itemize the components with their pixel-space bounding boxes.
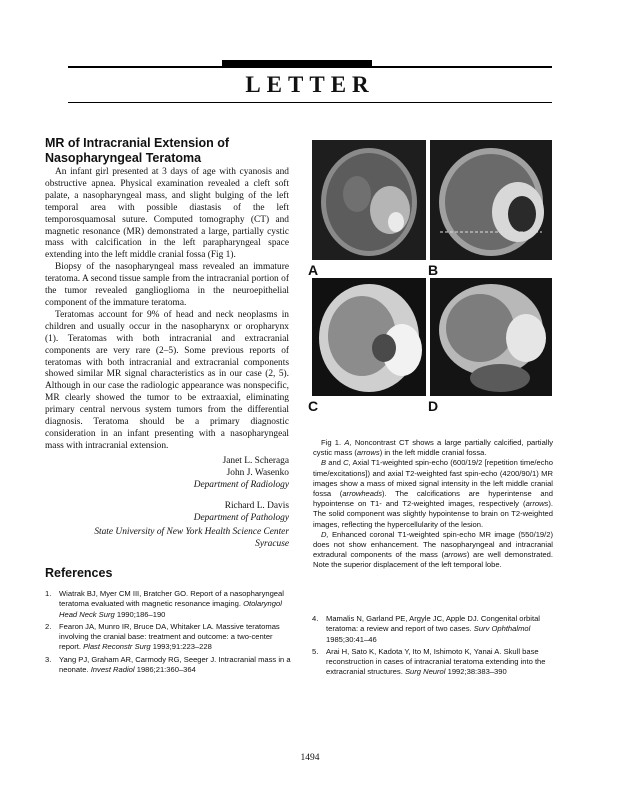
caption-arrows: arrows	[525, 499, 549, 509]
reference-text: Mamalis N, Garland PE, Argyle JC, Apple DJ. Congenital orbital teratoma: a review and report of two cases.	[326, 614, 540, 634]
article-title	[45, 136, 285, 166]
reference-number: 5.	[312, 646, 319, 656]
section-title: LETTER	[245, 72, 375, 97]
paragraph: Teratomas account for 9% of head and neck neoplasms in children and usually occur in the nasopharynx or oropharynx (1). Teratomas with both intracranial and extracranial components are very rare (2–5). Some previous reports of teratomas with both intracranial and extracranial components showed similar MR signal characteristics as in our case (2, 5). Although in our case the radiologic appearance was nonspecific, MR clearly showed the tumor to be extraaxial, eliminating primary central nervous system tumors from the differential diagnosis. Teratoma should be a primary diagnostic consideration in an infant presenting with a nasopharyngeal mass with intracranial extension.	[45, 309, 289, 451]
caption-fig-number: Fig 1.	[321, 438, 345, 447]
author-block-radiology	[45, 455, 289, 491]
reference-item	[312, 614, 554, 645]
caption-arrows: arrows	[356, 448, 380, 458]
reference-citation: 1985;30:41–46	[326, 634, 377, 644]
reference-journal: Surg Neurol	[404, 667, 446, 677]
caption-text: ) in the left middle cranial fossa.	[379, 448, 487, 458]
reference-text: Wiatrak BJ, Myer CM III, Bratcher GO. Report of a nasopharyngeal teratoma evaluated with magnetic resonance imaging.	[59, 589, 284, 609]
author-name: Richard L. Davis	[224, 501, 289, 511]
article-body	[45, 167, 289, 453]
reference-item	[312, 647, 554, 678]
reference-journal: Plast Reconstr Surg	[83, 642, 151, 652]
reference-text: Arai H, Sato K, Kadota Y, Ito M, Ishimoto K, Yanai A. Skull base reconstruction in cases of intracranial teratoma extending into the extracranial structures.	[326, 646, 546, 677]
caption-panel-c: C,	[343, 458, 351, 468]
caption-text: Axial T1-weighted spin-echo (600/19/2 [repetition time/echo time/excitations]) and axial T2-weighted fast spin-echo (4200/90/1) MR images show a mass of mixed signal intensity in the left middle cranial fossa (	[313, 458, 553, 499]
figure-caption	[313, 438, 553, 571]
figure-label-c: C	[308, 398, 319, 414]
caption-panel-b: B	[321, 458, 327, 468]
caption-paragraph	[313, 530, 553, 571]
reference-journal: Surv Ophthalmol	[473, 624, 531, 634]
caption-text: and	[326, 458, 344, 468]
reference-text: Yang PJ, Graham AR, Carmody RG, Seeger J. Intracranial mass in a neonate.	[59, 654, 291, 675]
reference-item	[45, 655, 291, 676]
reference-number: 1.	[45, 589, 52, 598]
references-heading: References	[45, 566, 113, 580]
article-title-line1: MR of Intracranial Extension of	[45, 136, 230, 150]
caption-text: ). The calcifications are hyperintense and hypointense on T1- and T2-weighted images, respectively (	[313, 489, 553, 509]
reference-text: Fearon JA, Munro IR, Bruce DA, Whitaker LA. Massive teratomas involving the cranial base: treatment and outcome: a two-center report.	[59, 621, 280, 652]
reference-item	[45, 589, 291, 620]
paragraph: An infant girl presented at 3 days of age with cyanosis and obstructive apnea. Physical examination revealed a cleft soft palate, a nasopharyngeal mass, and slight bulging of the left temporal area with possible diastasis of the left temporosquamosal suture. Computed tomography (CT) and magnetic resonance (MR) demonstrated a large, partially cystic mass with calcification in the left parapharyngeal space extending into the left middle cranial fossa (Fig 1).	[45, 167, 289, 261]
caption-arrows: arrows	[444, 550, 467, 560]
references-list-right	[312, 614, 554, 680]
caption-text: ). The solid component was slightly hypointense to brain on T2-weighted images, reflecting the hypercellularity of the lesion.	[313, 499, 553, 529]
figure-label-b: B	[428, 262, 439, 278]
figure-label-a: A	[308, 262, 319, 278]
caption-panel-a: A,	[344, 438, 352, 447]
figure-1b-image	[430, 140, 552, 260]
reference-journal: Otolaryngol Head Neck Surg	[59, 599, 282, 619]
figure-1a-image	[312, 140, 426, 260]
mr-t1-graphic	[430, 140, 552, 260]
mr-coronal-graphic	[430, 278, 552, 396]
caption-paragraph	[313, 458, 553, 529]
ct-scan-graphic	[312, 140, 426, 260]
author-department: Department of Radiology	[193, 480, 289, 490]
author-department: Department of Pathology	[193, 513, 289, 523]
reference-journal: Invest Radiol	[90, 665, 135, 675]
header-rule	[68, 66, 552, 68]
mr-t2-graphic	[312, 278, 426, 396]
caption-text: Enhanced coronal T1-weighted spin-echo MR image (550/19/2) does not show enhancement. The nasopharyngeal and intracranial extradural components of the mass (	[313, 529, 553, 560]
reference-citation: 1986;21:360–364	[136, 665, 196, 675]
reference-citation: 1993;91:223–228	[152, 642, 212, 652]
figure-1c-image	[312, 278, 426, 396]
reference-citation: 1992;38:383–390	[447, 667, 507, 677]
reference-number: 4.	[312, 614, 319, 623]
institution: State University of New York Health Science Center	[94, 527, 289, 537]
figure-1d-image	[430, 278, 552, 396]
reference-citation: 1990;186–190	[116, 609, 166, 619]
article-title-line2: Nasopharyngeal Teratoma	[45, 151, 202, 165]
header-rule-bottom	[68, 102, 552, 103]
institution-city: Syracuse	[255, 539, 289, 549]
reference-number: 3.	[45, 654, 52, 664]
author-name: John J. Wasenko	[226, 468, 289, 478]
author-block-pathology	[45, 500, 289, 524]
caption-arrowheads: arrowheads	[342, 489, 383, 499]
references-list-left	[45, 589, 291, 677]
caption-text: ) are well demonstrated. Note the superior displacement of the left temporal lobe.	[313, 550, 553, 570]
author-name: Janet L. Scheraga	[222, 456, 289, 466]
paragraph: Biopsy of the nasopharyngeal mass revealed an immature teratoma. A second tissue sample from the intracranial portion of the tumor revealed ganglioglioma in the neuroepithelial component of the immature teratoma.	[45, 262, 289, 308]
figure-label-d: D	[428, 398, 439, 414]
reference-item	[45, 622, 291, 653]
page-number: 1494	[300, 753, 320, 763]
caption-panel-d: D,	[321, 529, 329, 539]
caption-paragraph	[313, 438, 553, 458]
caption-text: Noncontrast CT shows a large partially calcified, partially cystic mass (	[313, 438, 553, 458]
reference-number: 2.	[45, 621, 52, 631]
institution-block	[30, 526, 289, 550]
